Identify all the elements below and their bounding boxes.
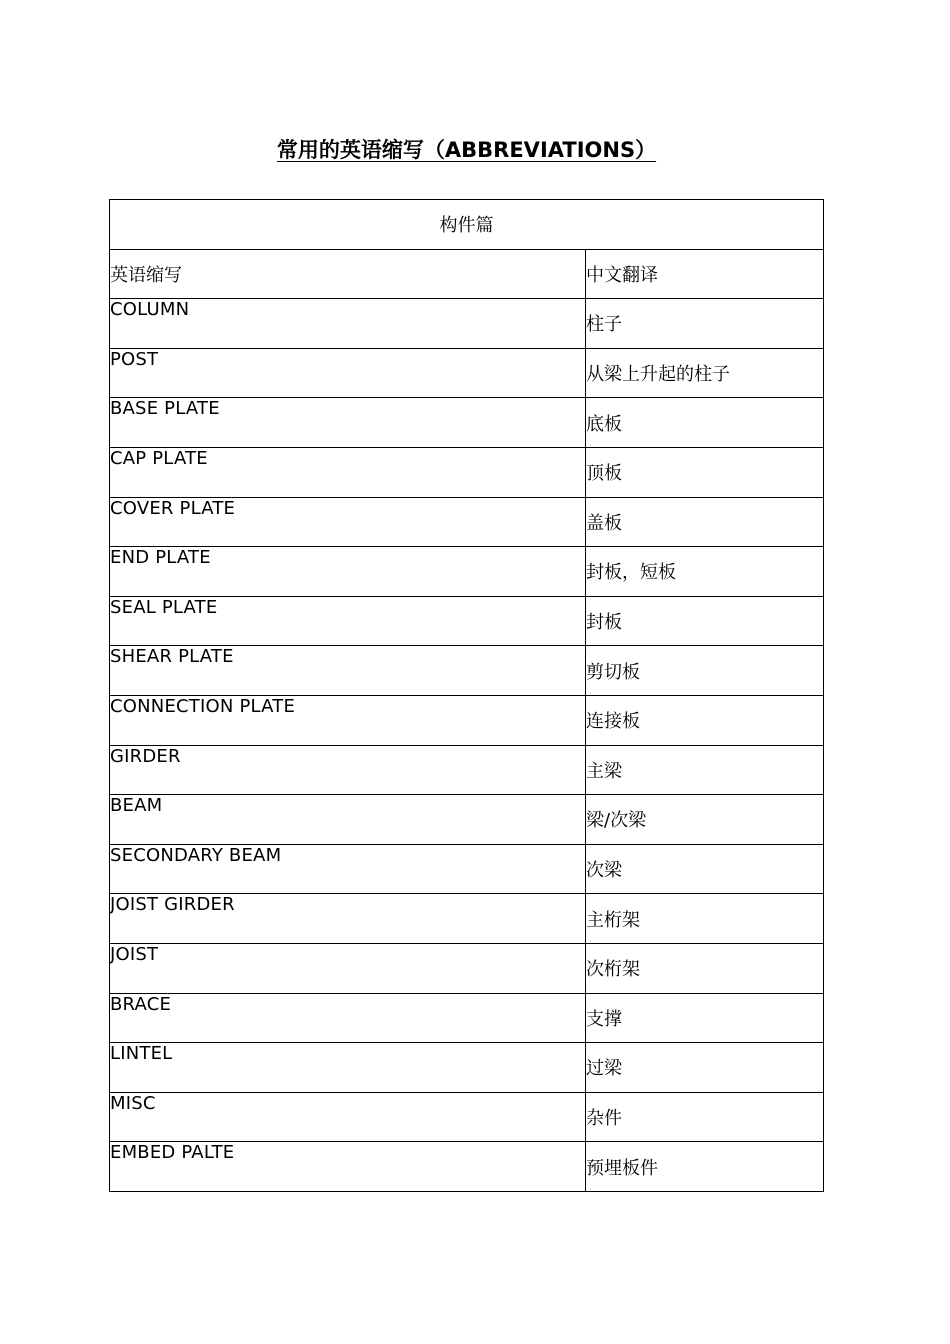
header-english: 英语缩写: [110, 249, 586, 299]
abbreviation-cell: LINTEL: [110, 1043, 586, 1093]
table-row: [110, 1043, 824, 1093]
page-title-text: 常用的英语缩写（ABBREVIATIONS）: [276, 138, 657, 162]
abbreviation-cell: EMBED PALTE: [110, 1142, 586, 1192]
abbreviation-cell: JOIST: [110, 943, 586, 993]
translation-cell: 次梁: [586, 844, 824, 894]
translation-cell: 剪切板: [586, 646, 824, 696]
table-row: [110, 745, 824, 795]
translation-cell: 杂件: [586, 1092, 824, 1142]
table-row: [110, 1142, 824, 1192]
translation-cell: 主桁架: [586, 894, 824, 944]
translation-cell: 支撑: [586, 993, 824, 1043]
abbreviation-cell: SECONDARY BEAM: [110, 844, 586, 894]
table-row: [110, 695, 824, 745]
table-body: [110, 249, 824, 1191]
translation-cell: 连接板: [586, 695, 824, 745]
header-chinese: 中文翻译: [586, 249, 824, 299]
abbreviation-cell: COLUMN: [110, 299, 586, 349]
abbreviation-cell: BEAM: [110, 795, 586, 845]
abbreviation-cell: CONNECTION PLATE: [110, 695, 586, 745]
table-row: [110, 844, 824, 894]
page-title: [0, 135, 933, 165]
abbreviation-cell: SHEAR PLATE: [110, 646, 586, 696]
abbreviation-cell: BRACE: [110, 993, 586, 1043]
abbreviation-cell: COVER PLATE: [110, 497, 586, 547]
table-row: [110, 993, 824, 1043]
translation-cell: 柱子: [586, 299, 824, 349]
translation-cell: 主梁: [586, 745, 824, 795]
table-row: [110, 547, 824, 597]
translation-cell: 封板: [586, 596, 824, 646]
translation-cell: 次桁架: [586, 943, 824, 993]
translation-cell: 过梁: [586, 1043, 824, 1093]
table-row: [110, 348, 824, 398]
translation-cell: 盖板: [586, 497, 824, 547]
table-header-row: [110, 249, 824, 299]
translation-cell: 底板: [586, 398, 824, 448]
table-row: [110, 447, 824, 497]
abbreviation-cell: MISC: [110, 1092, 586, 1142]
table-row: [110, 795, 824, 845]
table-row: [110, 943, 824, 993]
translation-cell: 封板，短板: [586, 547, 824, 597]
translation-cell: 梁/次梁: [586, 795, 824, 845]
abbreviation-cell: GIRDER: [110, 745, 586, 795]
translation-cell: 从梁上升起的柱子: [586, 348, 824, 398]
abbreviation-cell: JOIST GIRDER: [110, 894, 586, 944]
table-row: [110, 398, 824, 448]
table-row: [110, 596, 824, 646]
abbreviations-table: [109, 199, 824, 1192]
section-title: 构件篇: [110, 200, 824, 250]
table-row: [110, 1092, 824, 1142]
abbreviation-cell: BASE PLATE: [110, 398, 586, 448]
abbreviation-cell: CAP PLATE: [110, 447, 586, 497]
table-row: [110, 894, 824, 944]
abbreviation-cell: POST: [110, 348, 586, 398]
abbreviation-cell: SEAL PLATE: [110, 596, 586, 646]
table-row: [110, 646, 824, 696]
abbreviation-cell: END PLATE: [110, 547, 586, 597]
section-title-row: [110, 200, 824, 250]
table-row: [110, 497, 824, 547]
translation-cell: 预埋板件: [586, 1142, 824, 1192]
translation-cell: 顶板: [586, 447, 824, 497]
table-row: [110, 299, 824, 349]
